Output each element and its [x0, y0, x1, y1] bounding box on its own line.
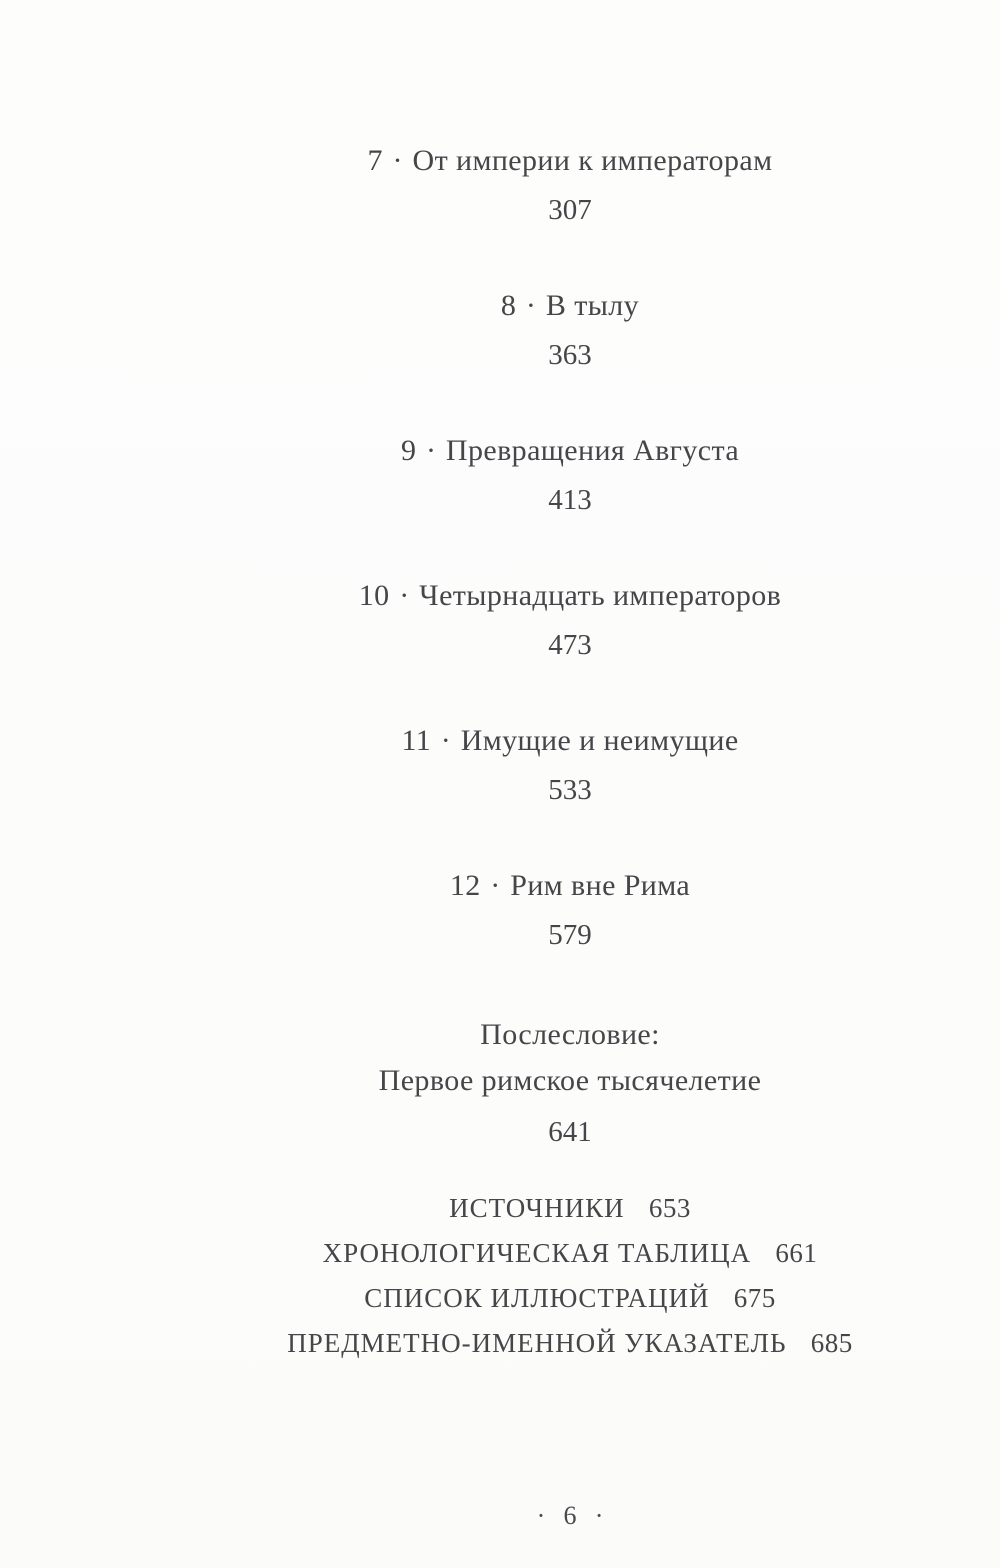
page-footer — [140, 1500, 1000, 1532]
backmatter-page-number: 661 — [775, 1238, 818, 1268]
afterword-title-line2: Первое римское тысячелетие — [378, 1064, 762, 1097]
chapter-heading — [140, 432, 1000, 470]
toc-entry — [140, 577, 1000, 663]
backmatter-page-number: 685 — [810, 1328, 853, 1358]
chapter-separator: · — [425, 434, 437, 467]
table-of-contents — [140, 0, 1000, 1366]
folio-left-dot: · — [536, 1501, 546, 1530]
chapter-page-number: 533 — [548, 774, 592, 806]
backmatter-title: СПИСОК ИЛЛЮСТРАЦИЙ — [364, 1283, 710, 1313]
backmatter-list — [140, 1186, 1000, 1366]
toc-entry — [140, 867, 1000, 953]
chapter-heading — [140, 722, 1000, 760]
chapter-separator: · — [525, 289, 537, 322]
chapter-number: 9 — [400, 434, 417, 467]
chapter-title: Четырнадцать императоров — [419, 579, 782, 612]
chapter-separator: · — [399, 579, 410, 612]
chapter-title: Имущие и неимущие — [460, 724, 739, 757]
backmatter-page-number: 675 — [733, 1283, 776, 1313]
chapter-title: Превращения Августа — [445, 434, 740, 467]
backmatter-title: ИСТОЧНИКИ — [449, 1193, 625, 1223]
backmatter-entry — [140, 1321, 1000, 1366]
chapter-page-number: 413 — [548, 484, 592, 516]
afterword-entry — [140, 1012, 1000, 1152]
backmatter-entry — [140, 1186, 1000, 1231]
chapter-number: 7 — [367, 144, 383, 177]
backmatter-entry — [140, 1231, 1000, 1276]
chapter-heading — [140, 867, 1000, 905]
chapter-heading — [140, 142, 1000, 180]
chapter-page-number: 473 — [548, 629, 592, 661]
chapter-number: 8 — [500, 289, 517, 322]
chapter-number: 12 — [449, 869, 481, 902]
chapter-page-number: 579 — [548, 919, 592, 951]
afterword-title-line1: Послесловие: — [480, 1018, 660, 1051]
backmatter-page-number: 653 — [648, 1193, 691, 1223]
folio-page-number: 6 — [563, 1501, 577, 1530]
chapter-page-number: 307 — [548, 194, 592, 226]
chapter-number: 10 — [358, 579, 390, 612]
toc-entry — [140, 142, 1000, 228]
afterword-page-number: 641 — [548, 1116, 592, 1148]
chapter-title: В тылу — [545, 289, 640, 322]
toc-entry — [140, 287, 1000, 373]
chapter-separator: · — [392, 144, 403, 177]
chapter-number: 11 — [401, 724, 432, 757]
folio-right-dot: · — [594, 1501, 604, 1530]
chapter-heading — [140, 287, 1000, 325]
chapter-separator: · — [440, 724, 452, 757]
chapter-title: Рим вне Рима — [510, 869, 691, 902]
backmatter-entry — [140, 1276, 1000, 1321]
backmatter-title: ХРОНОЛОГИЧЕСКАЯ ТАБЛИЦА — [322, 1238, 752, 1268]
chapter-separator: · — [490, 869, 501, 902]
chapter-title: От империи к императорам — [412, 144, 773, 177]
toc-entry — [140, 432, 1000, 518]
backmatter-title: ПРЕДМЕТНО-ИМЕННОЙ УКАЗАТЕЛЬ — [287, 1328, 787, 1358]
chapter-page-number: 363 — [548, 339, 592, 371]
chapter-heading — [140, 577, 1000, 615]
toc-entry — [140, 722, 1000, 808]
